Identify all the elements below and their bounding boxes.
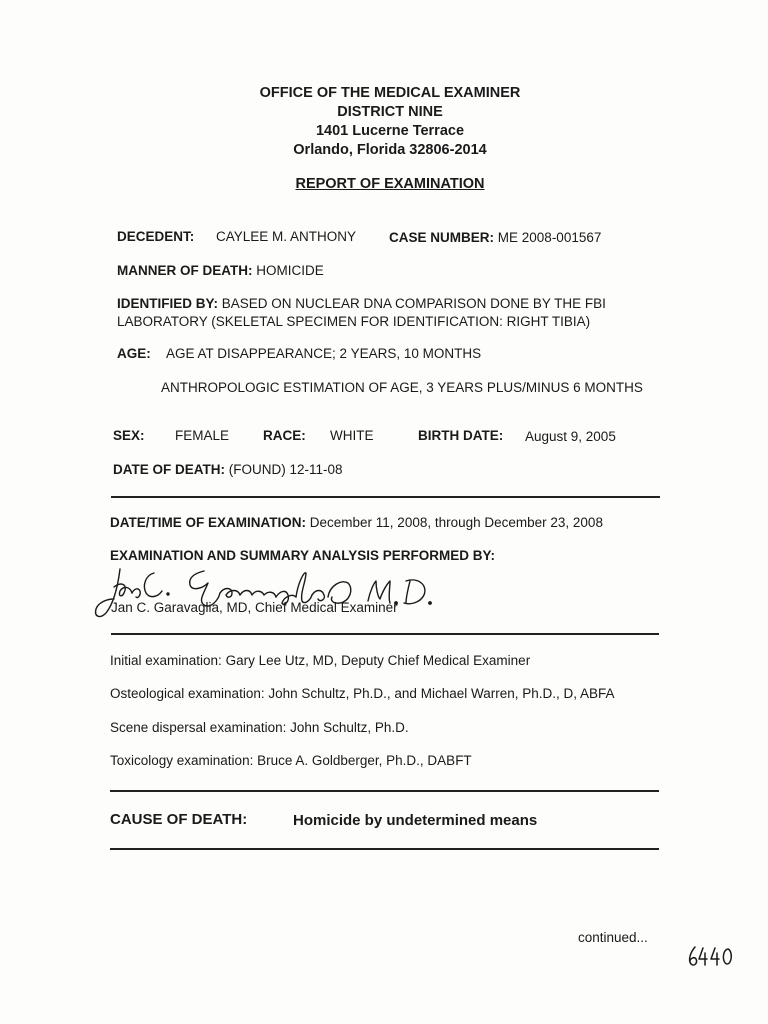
- exam-date-value: December 11, 2008, through December 23, 2008: [309, 515, 603, 530]
- race-label: RACE:: [263, 428, 306, 443]
- osteological-exam-label: Osteological examination:: [110, 686, 265, 701]
- case-number-value: ME 2008-001567: [497, 230, 602, 245]
- report-title: REPORT OF EXAMINATION: [295, 176, 485, 192]
- initial-exam-value: Gary Lee Utz, MD, Deputy Chief Medical Examiner: [225, 653, 531, 668]
- examiner-name: Jan C. Garavaglia, MD, Chief Medical Examiner: [111, 600, 398, 615]
- identified-value-2: LABORATORY (SKELETAL SPECIMEN FOR IDENTIFICATION: RIGHT TIBIA): [117, 314, 591, 329]
- identified-value-1: BASED ON NUCLEAR DNA COMPARISON DONE BY THE FBI: [221, 296, 606, 311]
- birth-date-label: BIRTH DATE:: [418, 428, 504, 443]
- performed-by-label: EXAMINATION AND SUMMARY ANALYSIS PERFORMED BY:: [110, 548, 496, 563]
- initial-exam-label: Initial examination:: [110, 653, 222, 668]
- age-label: AGE:: [117, 346, 151, 361]
- divider-2: [111, 633, 659, 635]
- death-date-value: (FOUND) 12-11-08: [228, 462, 343, 477]
- office-name: OFFICE OF THE MEDICAL EXAMINER: [259, 85, 521, 101]
- scene-exam-label: Scene dispersal examination:: [110, 720, 287, 735]
- decedent-label: DECEDENT:: [117, 229, 195, 244]
- manner-label: MANNER OF DEATH:: [117, 263, 253, 278]
- identified-label: IDENTIFIED BY:: [117, 296, 218, 311]
- exam-date-label: DATE/TIME OF EXAMINATION:: [110, 515, 306, 530]
- divider-3: [110, 790, 659, 792]
- age-value-2: ANTHROPOLOGIC ESTIMATION OF AGE, 3 YEARS PLUS/MINUS 6 MONTHS: [161, 380, 643, 395]
- death-date-label: DATE OF DEATH:: [113, 462, 225, 477]
- scene-exam-value: John Schultz, Ph.D.: [290, 720, 409, 735]
- birth-date-value: August 9, 2005: [525, 429, 616, 444]
- divider-4: [110, 848, 659, 850]
- cause-of-death-label: CAUSE OF DEATH:: [110, 811, 248, 828]
- decedent-row: [117, 229, 194, 244]
- decedent-value: CAYLEE M. ANTHONY: [216, 229, 357, 244]
- race-value: WHITE: [330, 428, 374, 443]
- divider-1: [111, 496, 660, 498]
- street-address: 1401 Lucerne Terrace: [315, 123, 465, 139]
- toxicology-exam-value: Bruce A. Goldberger, Ph.D., DABFT: [257, 753, 472, 768]
- toxicology-exam-label: Toxicology examination:: [110, 753, 254, 768]
- case-number-label: CASE NUMBER:: [389, 230, 495, 245]
- continued-label: continued...: [578, 930, 648, 945]
- cause-of-death-value: Homicide by undetermined means: [293, 812, 538, 829]
- osteological-exam-value: John Schultz, Ph.D., and Michael Warren, Ph.D., D, ABFA: [268, 686, 615, 701]
- city-address: Orlando, Florida 32806-2014: [293, 142, 487, 158]
- sex-label: SEX:: [113, 428, 145, 443]
- sex-value: FEMALE: [175, 428, 230, 443]
- manner-value: HOMICIDE: [256, 263, 324, 278]
- handwritten-page-number: [686, 944, 736, 968]
- age-value-1: AGE AT DISAPPEARANCE; 2 YEARS, 10 MONTHS: [166, 346, 482, 361]
- district-name: DISTRICT NINE: [337, 104, 443, 120]
